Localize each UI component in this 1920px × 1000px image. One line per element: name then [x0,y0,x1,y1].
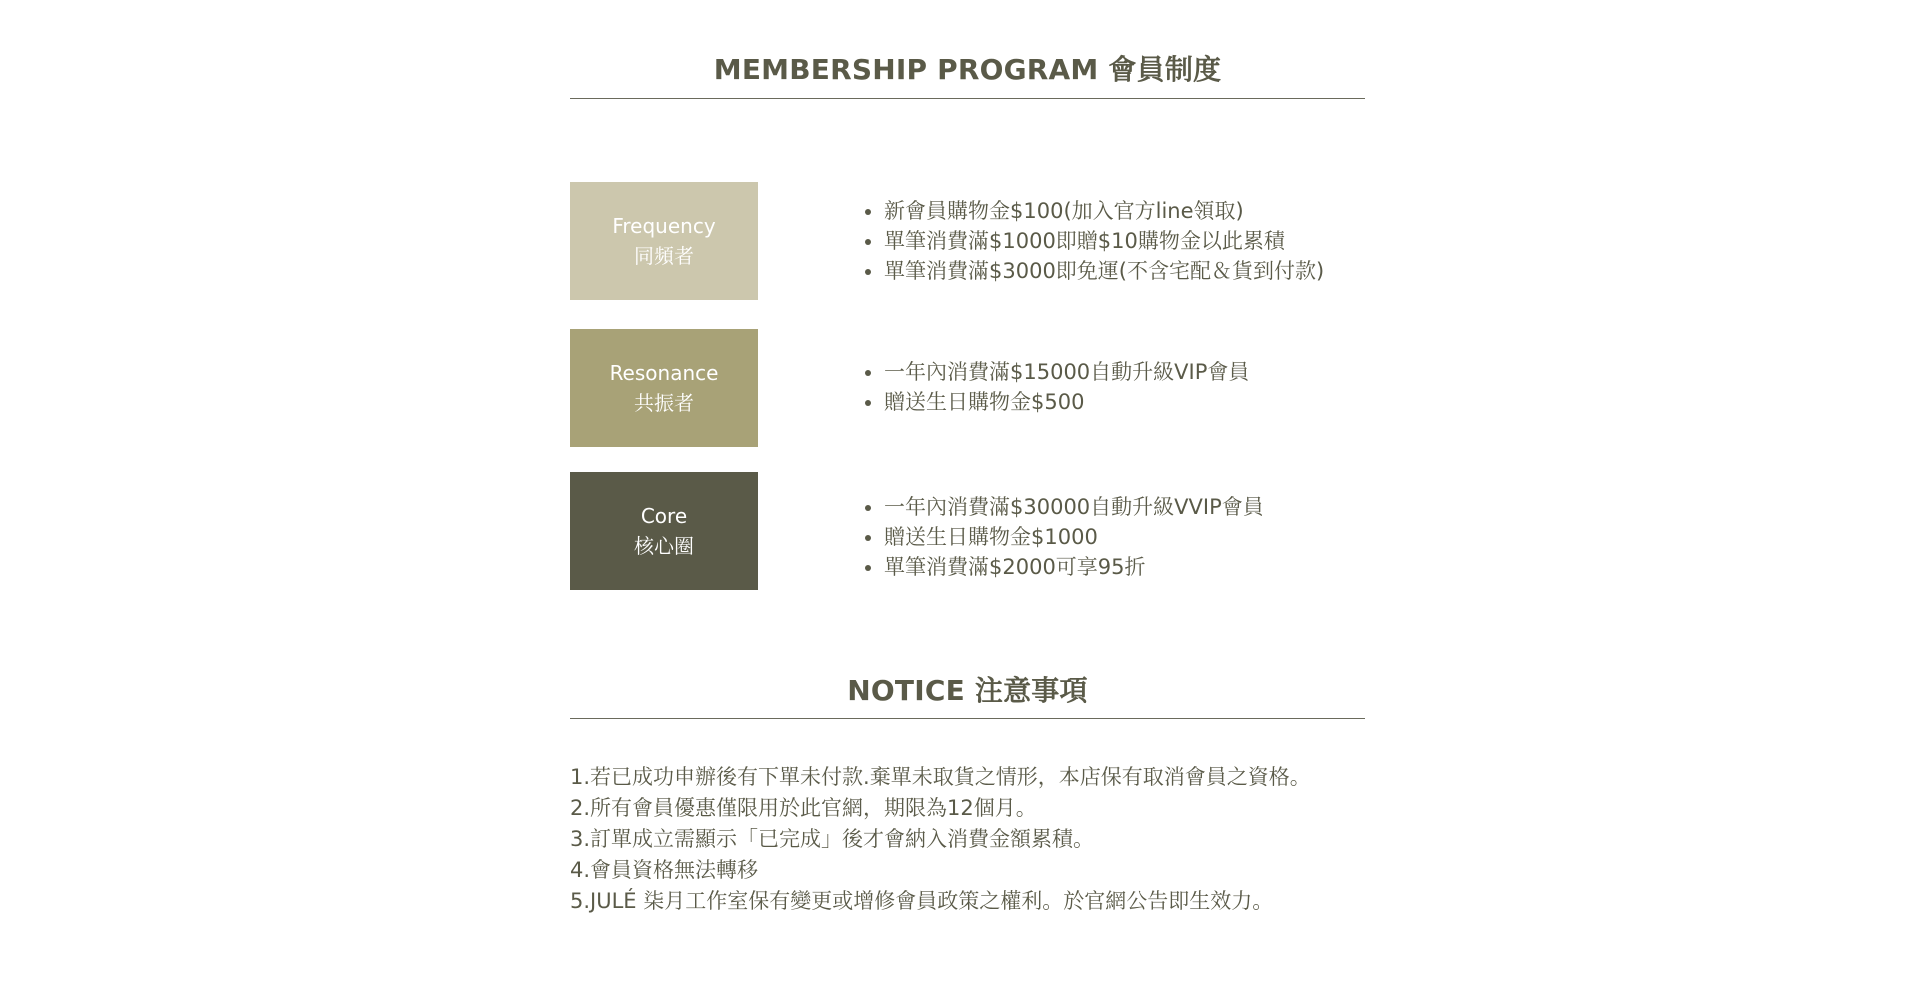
tier-name-en: Frequency [612,214,716,238]
membership-title: MEMBERSHIP PROGRAM 會員制度 [713,53,1222,86]
notice-item: 4.會員資格無法轉移 [570,858,759,882]
benefit-item: • 一年內消費滿$15000自動升級VIP會員 [884,357,1249,387]
tier-name-en: Resonance [609,361,719,385]
tier-row-frequency [570,182,1365,300]
benefit-item: • 單筆消費滿$1000即贈$10購物金以此累積 [884,226,1324,256]
notice-item: 3.訂單成立需顯示「已完成」後才會納入消費金額累積。 [570,827,1095,851]
tier-name-zh: 同頻者 [634,244,694,268]
benefit-item: • 單筆消費滿$2000可享95折 [884,552,1264,582]
notice-item: 1.若已成功申辦後有下單未付款.棄單未取貨之情形，本店保有取消會員之資格。 [570,765,1311,789]
tier-benefits-list [860,357,1249,417]
benefit-item: • 新會員購物金$100(加入官方line領取) [884,196,1324,226]
tier-name-zh: 共振者 [634,391,694,415]
tier-benefits-list [860,492,1264,582]
tier-row-resonance [570,329,1365,447]
benefit-item: • 贈送生日購物金$500 [884,387,1249,417]
benefit-item: • 單筆消費滿$3000即免運(不含宅配＆貨到付款) [884,256,1324,286]
tier-row-core [570,472,1365,590]
notice-title: NOTICE 注意事項 [847,674,1088,707]
tier-name-zh: 核心圈 [634,534,694,558]
notice-item: 2.所有會員優惠僅限用於此官網，期限為12個月。 [570,796,1037,820]
tier-name-en: Core [640,504,688,528]
tier-benefits-list [860,196,1324,286]
tier-badge-frequency [570,182,758,300]
notice-list [570,762,1311,917]
tier-badge-resonance [570,329,758,447]
benefit-item: • 一年內消費滿$30000自動升級VVIP會員 [884,492,1264,522]
benefit-item: • 贈送生日購物金$1000 [884,522,1264,552]
tier-badge-core [570,472,758,590]
membership-divider [570,98,1365,99]
notice-divider [570,718,1365,719]
notice-item: 5.JULÉ 柒月工作室保有變更或增修會員政策之權利。於官網公告即生效力。 [570,889,1274,913]
